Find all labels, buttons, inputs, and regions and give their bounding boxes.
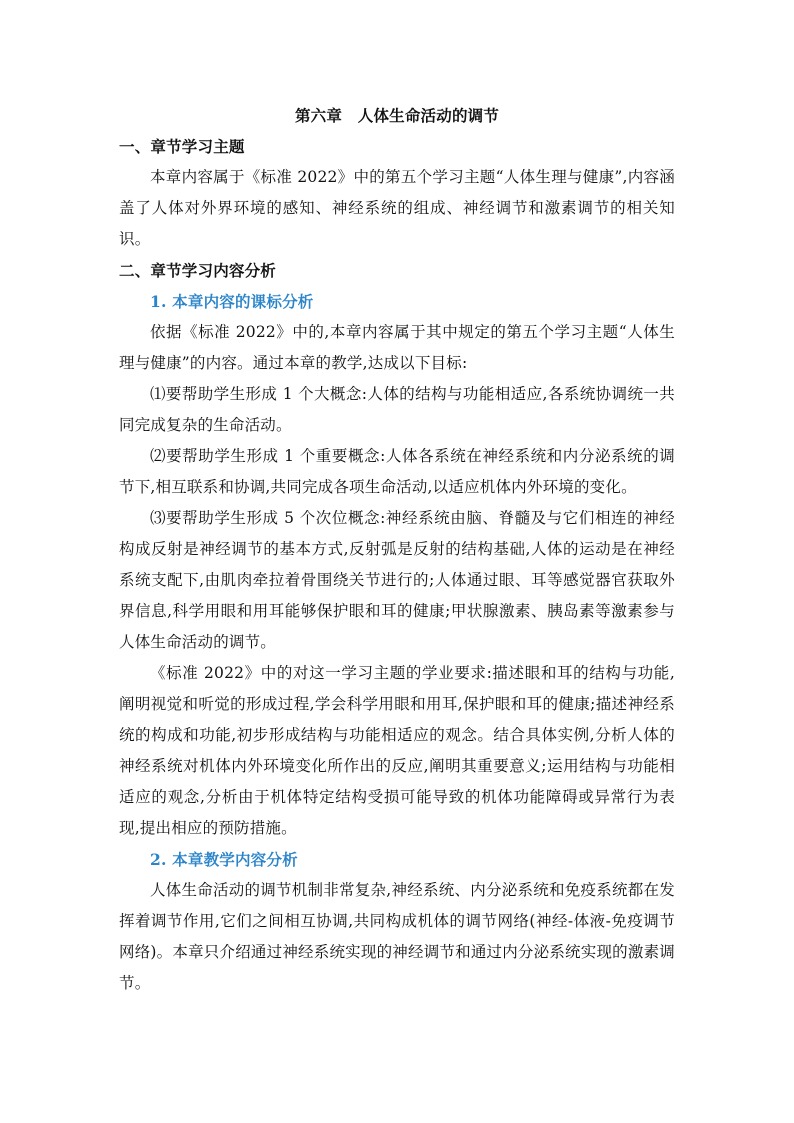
subheading-teaching-content-analysis: 2. 本章教学内容分析 [150,850,298,869]
subheading-curriculum-analysis: 1. 本章内容的课标分析 [150,292,314,311]
paragraph-goal-3: ⑶要帮助学生形成 5 个次位概念:神经系统由脑、脊髓及与它们相连的神经构成反射是神经调节的基本方式,反射弧是反射的结构基础,人体的运动是在神经系统支配下,由肌肉牵拉着骨围绕关节进行的;人体通过眼、耳等感觉器官获取外界信息,科学用眼和用耳能够保护眼和耳的健康;甲状腺激素、胰岛素等激素参与人体生命活动的调节。 [119,509,675,651]
section-heading-analysis: 二、章节学习内容分析 [119,261,277,280]
paragraph-topic: 本章内容属于《标准 2022》中的第五个学习主题“人体生理与健康”,内容涵盖了人体对外界环境的感知、神经系统的组成、神经调节和激素调节的相关知识。 [119,168,675,248]
paragraph-academic-requirements: 《标准 2022》中的对这一学习主题的学业要求:描述眼和耳的结构与功能,阐明视觉和听觉的形成过程,学会科学用眼和用耳,保护眼和耳的健康;描述神经系统的构成和功能,初步形成结构与功能相适应的观念。结合具体实例,分析人体的神经系统对机体内外环境变化所作出的反应,阐明其重要意义;运用结构与功能相适应的观念,分析由于机体特定结构受损可能导致的机体功能障碍或异常行为表现,提出相应的预防措施。 [119,664,675,837]
paragraph-curriculum-basis: 依据《标准 2022》中的,本章内容属于其中规定的第五个学习主题“人体生理与健康”的内容。通过本章的教学,达成以下目标: [119,323,675,372]
paragraph-regulation-mechanism: 人体生命活动的调节机制非常复杂,神经系统、内分泌系统和免疫系统都在发挥着调节作用,它们之间相互协调,共同构成机体的调节网络(神经-体液-免疫调节网络)。本章只介绍通过神经系统实现的神经调节和通过内分泌系统实现的激素调节。 [119,881,675,992]
paragraph-goal-2: ⑵要帮助学生形成 1 个重要概念:人体各系统在神经系统和内分泌系统的调节下,相互联系和协调,共同完成各项生命活动,以适应机体内外环境的变化。 [119,447,675,496]
chapter-title: 第六章 人体生命活动的调节 [294,106,500,125]
section-heading-topic: 一、章节学习主题 [119,137,245,156]
document-content [119,100,675,999]
paragraph-goal-1: ⑴要帮助学生形成 1 个大概念:人体的结构与功能相适应,各系统协调统一共同完成复杂的生命活动。 [119,385,675,434]
